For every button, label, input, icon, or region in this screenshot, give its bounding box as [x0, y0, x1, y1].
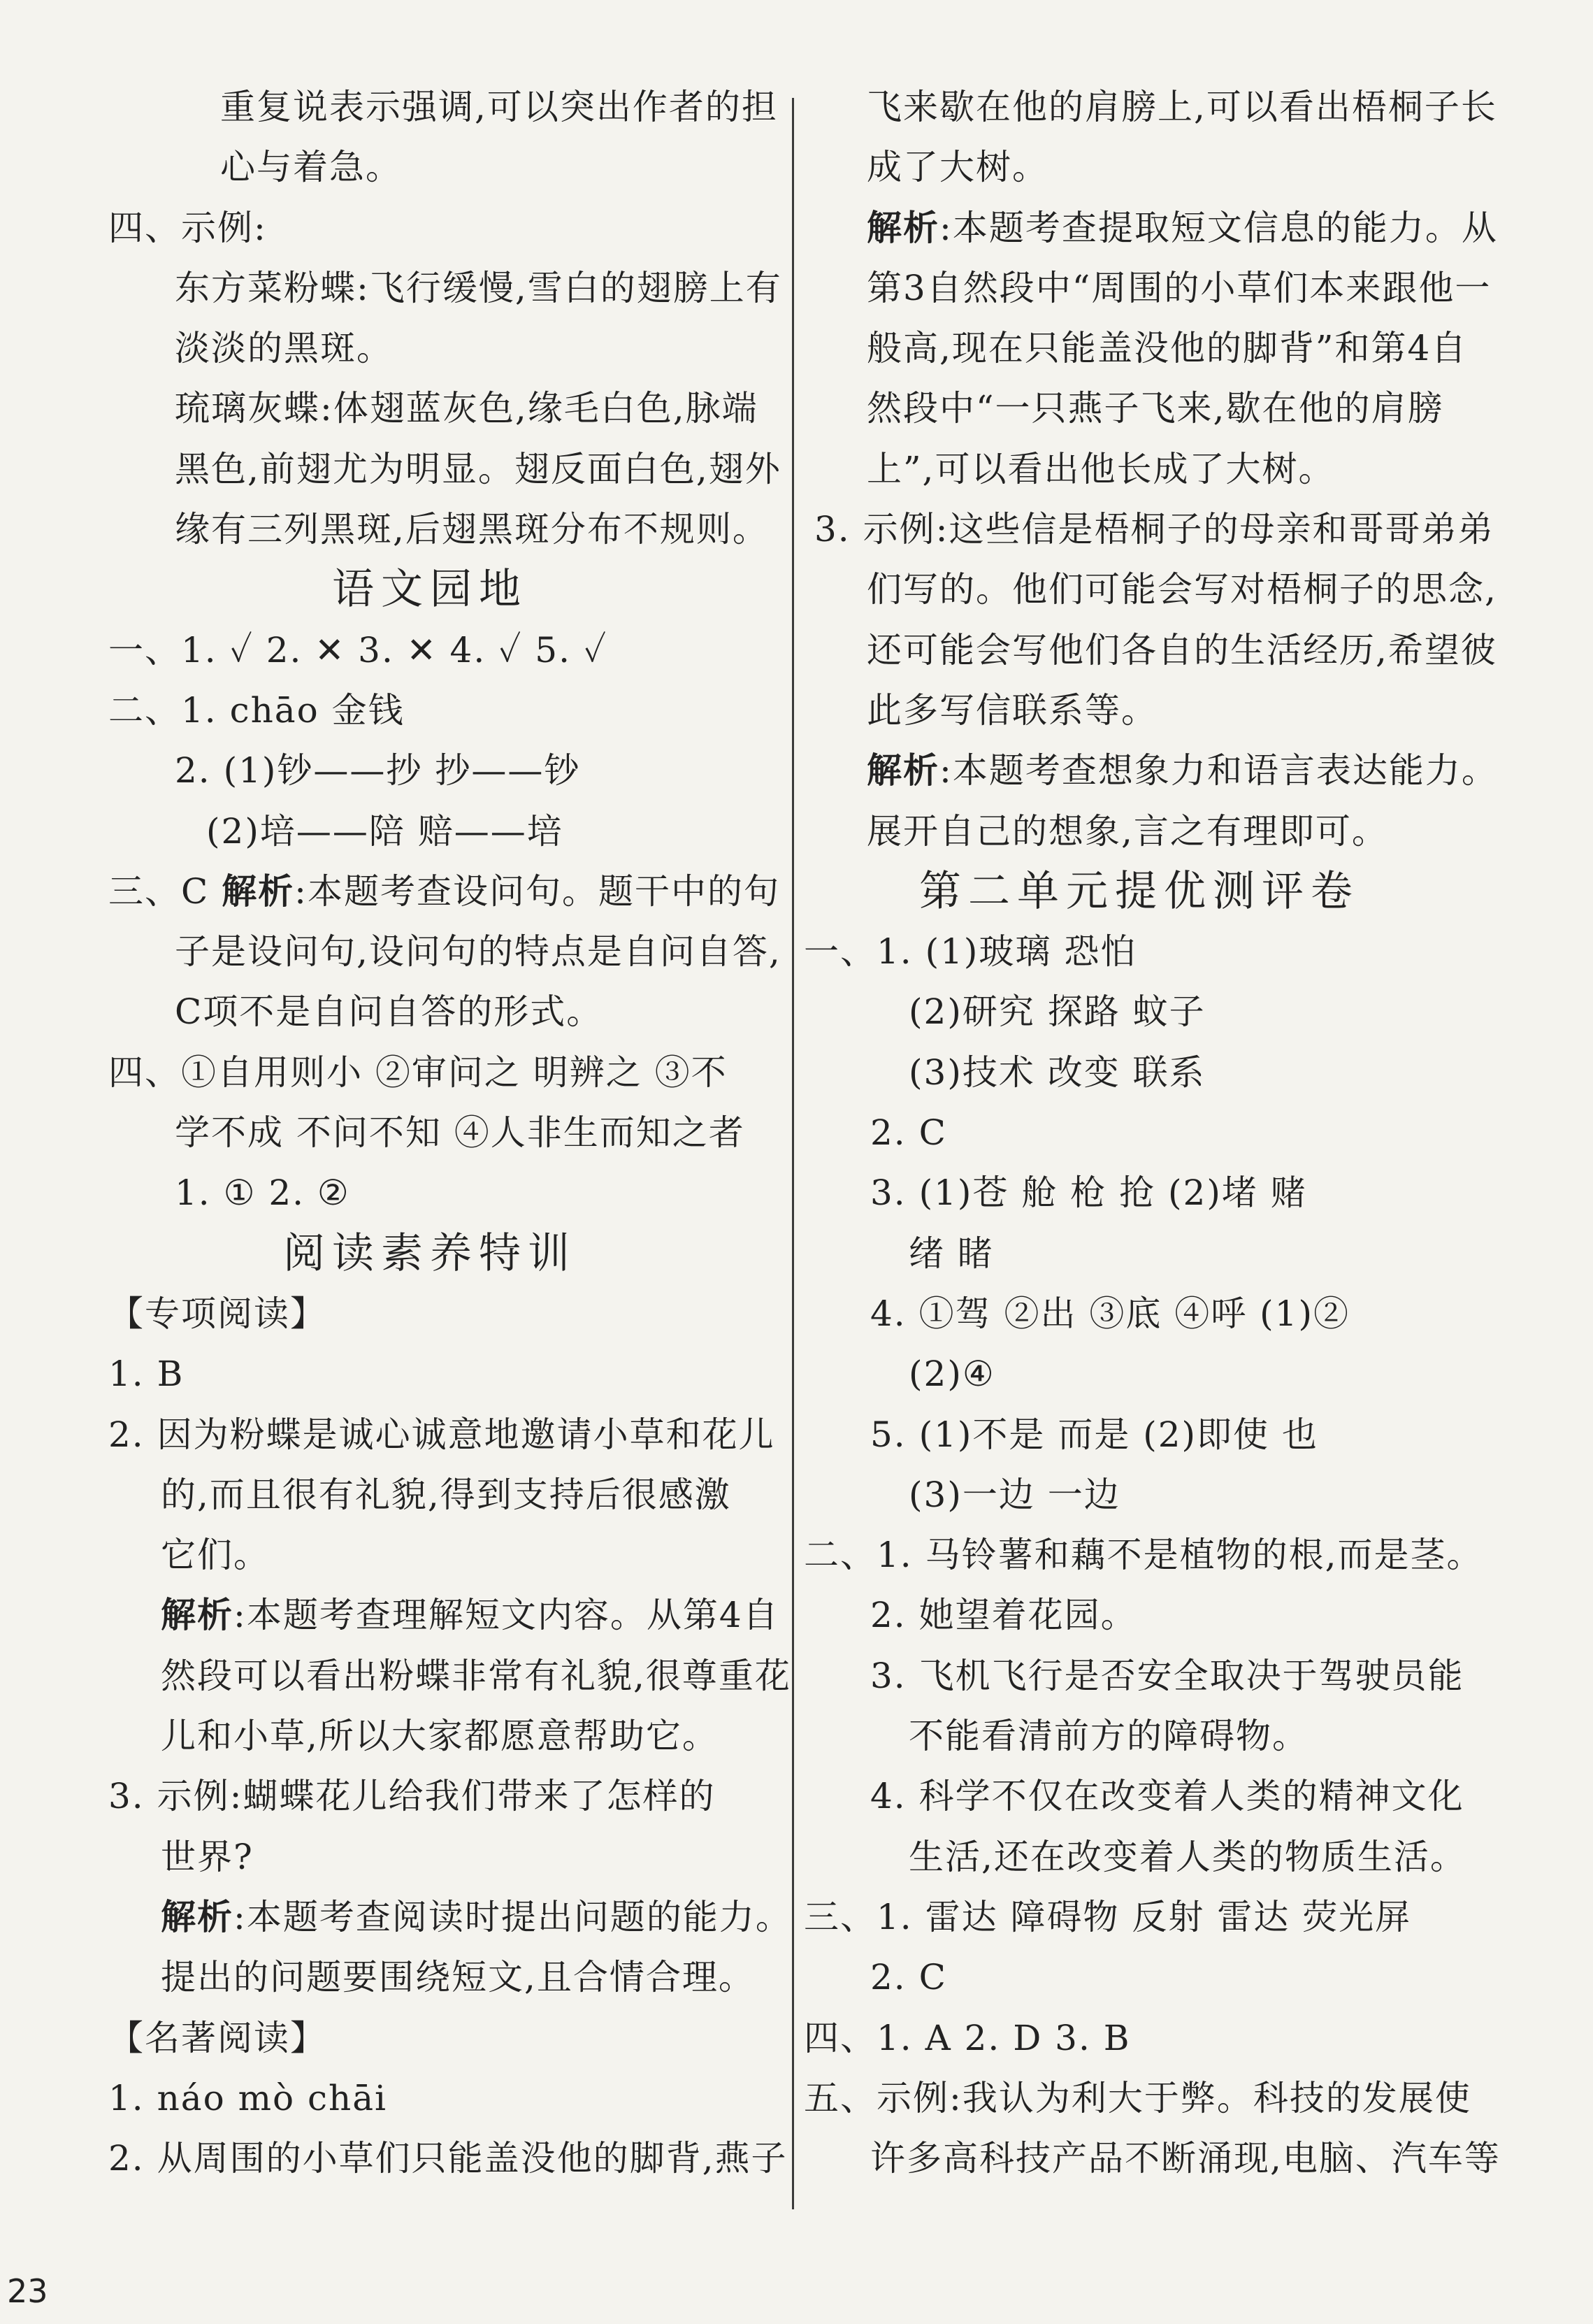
line-text: 3. 示例:这些信是梧桐子的母亲和哥哥弟弟: [814, 509, 1494, 550]
answer-line: [94, 1405, 775, 1465]
answer-line: [804, 1284, 1475, 1344]
answer-label: 三、C: [108, 870, 222, 912]
line-text: 一、1. ✓ 2. ✕ 3. ✕ 4. ✓ 5. ✓: [108, 629, 608, 670]
line-text: 的,而且很有礼貌,得到支持后很感激: [161, 1474, 731, 1515]
answer-line: [94, 1163, 765, 1223]
answer-line: [804, 982, 1475, 1042]
answer-line: [804, 2068, 1475, 2128]
section-heading: 语文园地: [332, 565, 528, 615]
line-text: 绪 睹: [909, 1233, 994, 1274]
answer-line: [804, 1706, 1475, 1766]
answer-line: [94, 499, 769, 559]
answer-line: [804, 378, 1475, 438]
line-text: 1. B: [108, 1354, 185, 1395]
answer-line: [94, 680, 765, 740]
line-text: 缘有三列黑斑,后翅黑斑分布不规则。: [175, 509, 769, 550]
line-text: (2)研究 探路 蚊子: [909, 991, 1206, 1033]
line-text: 重复说表示强调,可以突出作者的担: [220, 87, 778, 127]
answer-line: [804, 620, 1497, 680]
line-text: 3. 示例:蝴蝶花儿给我们带来了怎样的: [108, 1776, 716, 1817]
page-number: 23: [7, 2272, 48, 2310]
line-text: 二、1. chāo 金钱: [108, 689, 405, 731]
answer-line: [804, 1887, 1475, 1947]
line-text: 世界?: [161, 1836, 254, 1877]
answer-line: [94, 1706, 765, 1766]
answer-line: [804, 1224, 1475, 1284]
line-text: 然段中“一只燕子飞来,歇在他的肩膀: [867, 388, 1444, 429]
line-text: 然段可以看出粉蝶非常有礼貌,很尊重花: [161, 1655, 791, 1696]
line-text: :本题考查阅读时提出问题的能力。: [233, 1896, 792, 1937]
line-text: 5. (1)不是 而是 (2)即使 也: [870, 1414, 1318, 1455]
line-text: 子是设问句,设问句的特点是自问自答,: [175, 931, 781, 973]
line-text: 琉璃灰蝶:体翅蓝灰色,缘毛白色,脉端: [175, 388, 758, 429]
line-text: 4. 科学不仅在改变着人类的精神文化: [870, 1776, 1464, 1817]
line-text: 五、示例:我认为利大于弊。科技的发展使: [804, 2077, 1471, 2118]
answer-line: [94, 620, 765, 680]
answer-line: [94, 137, 765, 197]
line-text: 【名著阅读】: [108, 2017, 326, 2058]
line-text: (2)④: [909, 1354, 995, 1395]
line-text: (3)技术 改变 联系: [909, 1052, 1206, 1093]
line-text: 2. C: [870, 1112, 947, 1154]
line-text: 许多高科技产品不断涌现,电脑、汽车等: [870, 2138, 1501, 2179]
line-text: :本题考查提取短文信息的能力。从: [939, 207, 1498, 248]
section-heading: 阅读素养特训: [283, 1228, 577, 1278]
line-text: 学不成 不问不知 ④人非生而知之者: [175, 1112, 745, 1154]
right-column: [804, 77, 1501, 2188]
answer-line: [94, 2128, 788, 2188]
answer-line: [94, 2008, 765, 2068]
answer-line: [94, 740, 765, 801]
answer-line: [94, 1103, 765, 1163]
line-text: 2. 从周围的小草们只能盖没他的脚背,燕子: [108, 2138, 788, 2179]
answer-line: [804, 2128, 1501, 2188]
line-text: 2. (1)钞——抄 抄——钞: [175, 750, 581, 791]
answer-line: [94, 258, 782, 318]
answer-line: [804, 1766, 1475, 1826]
column-divider: [792, 98, 794, 2209]
line-text: 般高,现在只能盖没他的脚背”和第4自: [867, 328, 1468, 369]
answer-line: [804, 1585, 1475, 1645]
answer-line: [94, 921, 781, 982]
answer-line: [804, 680, 1475, 740]
answer-line: [94, 1525, 765, 1585]
line-text: (2)培——陪 赔——培: [206, 810, 563, 852]
line-text: 四、①自用则小 ②审问之 明辨之 ③不: [108, 1052, 728, 1093]
answer-line: [804, 1163, 1475, 1223]
answer-line: [804, 198, 1498, 258]
answer-line: [94, 198, 765, 258]
line-text: 它们。: [161, 1535, 270, 1576]
answer-line: [804, 1646, 1475, 1706]
answer-line: [804, 1827, 1475, 1887]
answer-line: [94, 1465, 765, 1525]
answer-line: [94, 1766, 765, 1826]
analysis-label: 解析: [161, 1594, 233, 1636]
line-text: 四、1. A 2. D 3. B: [804, 2017, 1131, 2058]
answer-line: [804, 921, 1475, 982]
answer-line: [804, 137, 1475, 197]
answer-line: [804, 1042, 1475, 1103]
answer-line: [94, 77, 778, 137]
line-text: 此多写信联系等。: [867, 689, 1158, 731]
line-text: 1. ① 2. ②: [175, 1172, 350, 1214]
answer-line: [94, 1585, 779, 1645]
line-text: 一、1. (1)玻璃 恐怕: [804, 931, 1137, 973]
answer-line: [94, 2068, 765, 2128]
line-text: 三、1. 雷达 障碍物 反射 雷达 荧光屏: [804, 1896, 1412, 1937]
answer-line: [804, 740, 1498, 801]
left-column: [94, 77, 792, 2188]
line-text: 淡淡的黑斑。: [175, 328, 393, 369]
analysis-label: 解析: [867, 206, 939, 248]
answer-line: [94, 982, 765, 1042]
line-text: (3)一边 一边: [909, 1474, 1120, 1515]
line-text: 4. ①驾 ②出 ③底 ④呼 (1)②: [870, 1293, 1350, 1334]
answer-line: [804, 1465, 1475, 1525]
answer-line: [94, 1947, 765, 2007]
line-text: 黑色,前翅尤为明显。翅反面白色,翅外: [175, 448, 781, 489]
answer-line: [94, 318, 765, 378]
answer-line: [804, 1344, 1475, 1404]
line-text: :本题考查理解短文内容。从第4自: [233, 1595, 779, 1636]
answer-line: [804, 318, 1475, 378]
section-heading: 第二单元提优测评卷: [919, 866, 1360, 916]
analysis-label: 解析: [161, 1895, 233, 1937]
answer-line: [94, 1646, 791, 1706]
line-text: 3. 飞机飞行是否安全取决于驾驶员能: [870, 1655, 1464, 1696]
answer-line: [804, 258, 1492, 318]
line-text: 东方菜粉蝶:飞行缓慢,雪白的翅膀上有: [175, 267, 782, 308]
line-text: 2. C: [870, 1957, 947, 1998]
answer-line: [94, 1344, 765, 1404]
answer-line: [804, 1947, 1475, 2007]
answer-line: [804, 559, 1497, 619]
answer-line: [804, 1405, 1475, 1465]
line-text: 提出的问题要围绕短文,且合情合理。: [161, 1957, 755, 1998]
answer-line: [94, 378, 765, 438]
answer-line: [94, 861, 781, 921]
line-text: 还可能会写他们各自的生活经历,希望彼: [867, 629, 1497, 670]
line-text: :本题考查设问句。题干中的句: [294, 870, 781, 912]
answer-line: [804, 77, 1497, 137]
line-text: 3. (1)苍 舱 枪 抢 (2)堵 赌: [870, 1172, 1307, 1214]
answer-line: [804, 439, 1475, 499]
line-text: 四、示例:: [108, 207, 267, 248]
answer-line: [94, 1284, 765, 1344]
answer-line: [94, 1042, 765, 1103]
answer-line: [94, 1827, 765, 1887]
analysis-label: 解析: [222, 870, 295, 912]
answer-line: [94, 1887, 792, 1947]
answer-line: [804, 2008, 1475, 2068]
answer-line: [804, 499, 1494, 559]
line-text: 儿和小草,所以大家都愿意帮助它。: [161, 1716, 719, 1757]
line-text: 2. 她望着花园。: [870, 1595, 1137, 1636]
line-text: 们写的。他们可能会写对梧桐子的思念,: [867, 569, 1497, 610]
line-text: 展开自己的想象,言之有理即可。: [867, 810, 1388, 852]
line-text: 第3自然段中“周围的小草们本来跟他一: [867, 267, 1492, 308]
line-text: :本题考查想象力和语言表达能力。: [939, 750, 1498, 791]
line-text: 2. 因为粉蝶是诚心诚意地邀请小草和花儿: [108, 1414, 775, 1455]
answer-line: [804, 1525, 1483, 1585]
line-text: 成了大树。: [867, 147, 1048, 188]
line-text: 上”,可以看出他长成了大树。: [867, 448, 1335, 489]
answer-line: [804, 801, 1475, 861]
answer-line: [94, 801, 765, 861]
line-text: 不能看清前方的障碍物。: [909, 1716, 1309, 1757]
line-text: 【专项阅读】: [108, 1293, 326, 1334]
line-text: C项不是自问自答的形式。: [175, 991, 603, 1033]
line-text: 心与着急。: [220, 147, 402, 188]
answer-line: [94, 439, 781, 499]
line-text: 1. náo mò chāi: [108, 2077, 388, 2118]
line-text: 飞来歇在他的肩膀上,可以看出梧桐子长: [867, 87, 1497, 127]
answer-line: [804, 1103, 1475, 1163]
line-text: 生活,还在改变着人类的物质生活。: [909, 1836, 1466, 1877]
analysis-label: 解析: [867, 749, 939, 791]
line-text: 二、1. 马铃薯和藕不是植物的根,而是茎。: [804, 1535, 1483, 1576]
